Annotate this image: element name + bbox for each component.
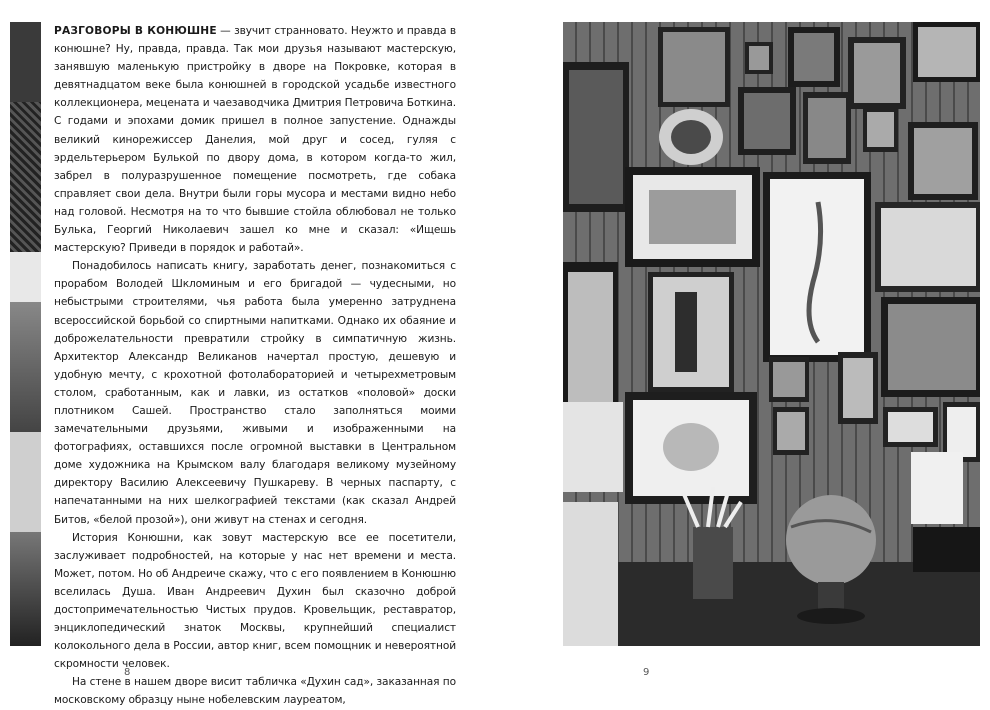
opening-paragraph xyxy=(54,22,456,257)
photo-wall-icon xyxy=(563,22,980,646)
body-text xyxy=(54,22,456,710)
photo-strip xyxy=(10,22,41,646)
opening-text: — звучит странновато. Неужто и правда в конюшне? Ну, правда, правда. Так мои друзья называют мастерскую, занявшую маленькую пристройку в дворе на Покровке, которая в девятнадцатом веке была конюшней в городской усадьбе известного коллекционера, мецената и чаезаводчика Дмитрия Петровича Боткина. С годами и эпохами домик пришел в полное запустение. Однажды великий кинорежиссер Данелия, мой друг и сосед, гуляя с эрдельтерьером Булькой по двору дома, в котором когда-то жил, забрел в полуразрушенное помещение посмотреть, где собака справляет свои дела. Внутри были горы мусора и местами видно небо над головой. Несмотря на то что бывшие стойла облюбовал не только Булька, Георгий Николаевич зашел ко мне и сказал: «Ищешь мастерскую? Приведи в порядок и работай». xyxy=(54,25,456,255)
page-number-right: 9 xyxy=(643,667,650,678)
photo-illustration xyxy=(563,22,980,646)
paragraph: На стене в нашем дворе висит табличка «Духин сад», заказанная по московскому образцу ныне нобелевским лауреатом, xyxy=(54,676,456,707)
section-heading: РАЗГОВОРЫ В КОНЮШНЕ xyxy=(54,25,217,37)
paragraph: История Конюшни, как зовут мастерскую все ее посетители, заслуживает подробностей, на которые у нас нет времени и места. Может, потом. Но об Андреиче скажу, что с его появлением в Конюшню вселилась Душа. Иван Андреевич Духин был сказочно доброй достопримечательностью Чистых прудов. Кровельщик, реставратор, энциклопедический знаток Москвы, крупнейший специалист колокольного дела в России, автор книг, всем помощник и невероятной скромности человек. xyxy=(54,531,456,671)
left-page xyxy=(0,0,495,707)
page-number-left: 8 xyxy=(124,667,131,678)
paragraph: Понадобилось написать книгу, заработать денег, познакомиться с прорабом Володей Шкломиным и его бригадой — чудесными, но небыстрыми строителями, чья работа была умеренно затруднена всероссийской борьбой со спиртными напитками. Однако их обаяние и доброжелательности превратили стройку в симпатичную жизнь. Архитектор Александр Великанов начертал простую, дешевую и удобную мечту, с крохотной фотолабораторией и четырехметровым столом, срaботанным, как и лавки, из остатков «половой» доски плотником Сашей. Пространство стало заполняться моими замечательными друзьями, живыми и изображенными на фотографиях, оставшихся после огромной выставки в Центральном доме художника на Крымском валу благодаря великому музейному директору Василию Алексеевичу Пушкареву. В черных паспарту, с напечатанными на них шелкографией текстами (как сказал Андрей Битов, «белой прозой»), они живут на стенах и сегодня. xyxy=(54,260,456,526)
